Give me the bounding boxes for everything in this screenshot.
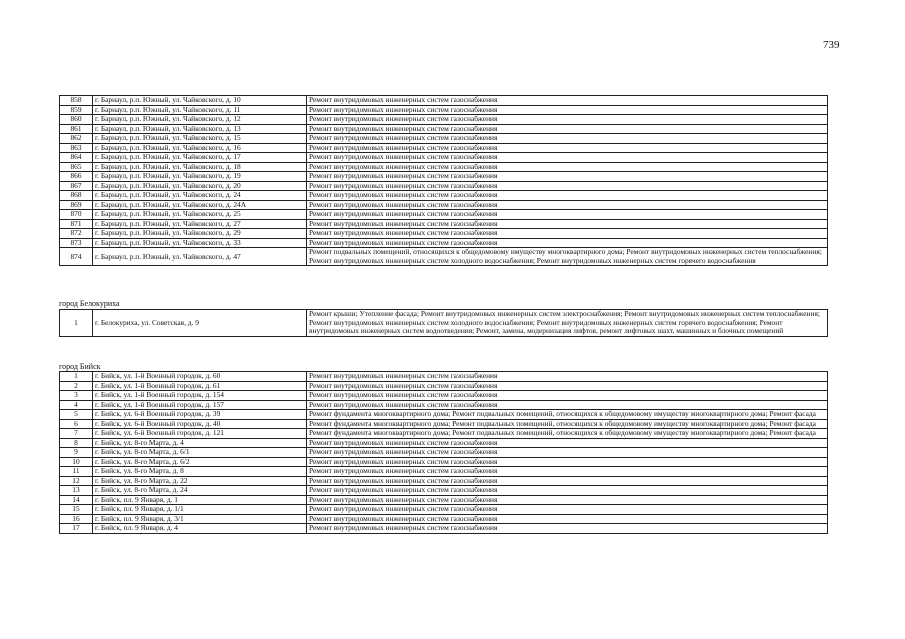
town-heading-belokurikha: город Белокуриха xyxy=(59,299,120,308)
row-address: г. Барнаул, р.п. Южный, ул. Чайковского, д. 47 xyxy=(93,248,307,266)
table-row xyxy=(60,467,828,477)
table-row xyxy=(60,96,828,106)
row-number: 13 xyxy=(60,486,93,496)
row-address: г. Бийск, ул. 1-й Военный городок, д. 154 xyxy=(93,391,307,401)
row-work-type: Ремонт внутридомовых инженерных систем газоснабжения xyxy=(307,191,828,201)
row-number: 866 xyxy=(60,172,93,182)
row-number: 1 xyxy=(60,310,93,337)
table-row xyxy=(60,372,828,382)
row-number: 5 xyxy=(60,410,93,420)
table-row xyxy=(60,400,828,410)
table-row xyxy=(60,143,828,153)
table-row xyxy=(60,410,828,420)
row-work-type: Ремонт внутридомовых инженерных систем газоснабжения xyxy=(307,391,828,401)
row-work-type: Ремонт фундамента многоквартирного дома; Ремонт подвальных помещений, относящихся к общедомовому имуществу многоквартирного дома; Ремонт фасада xyxy=(307,429,828,439)
row-address: г. Барнаул, р.п. Южный, ул. Чайковского, д. 11 xyxy=(93,105,307,115)
row-number: 7 xyxy=(60,429,93,439)
row-work-type: Ремонт внутридомовых инженерных систем газоснабжения xyxy=(307,172,828,182)
table-row xyxy=(60,229,828,239)
table-row xyxy=(60,238,828,248)
row-work-type: Ремонт внутридомовых инженерных систем газоснабжения xyxy=(307,96,828,106)
row-work-type: Ремонт внутридомовых инженерных систем газоснабжения xyxy=(307,162,828,172)
row-work-type: Ремонт подвальных помещений, относящихся к общедомовому имуществу многоквартирного дома; Ремонт внутридомовых инженерных систем теплоснабжения; Ремонт внутридомовых инженерных систем холодного водоснабжения; Ремонт внутридомовых инженерных систем горячего водоснабжения xyxy=(307,248,828,266)
row-work-type: Ремонт внутридомовых инженерных систем газоснабжения xyxy=(307,115,828,125)
table-row xyxy=(60,514,828,524)
section-table-biysk xyxy=(59,371,828,534)
table-row xyxy=(60,105,828,115)
row-address: г. Барнаул, р.п. Южный, ул. Чайковского, д. 33 xyxy=(93,238,307,248)
row-address: г. Белокуриха, ул. Советская, д. 9 xyxy=(93,310,307,337)
row-work-type: Ремонт внутридомовых инженерных систем газоснабжения xyxy=(307,381,828,391)
table-row xyxy=(60,310,828,337)
row-address: г. Барнаул, р.п. Южный, ул. Чайковского, д. 15 xyxy=(93,134,307,144)
row-work-type: Ремонт внутридомовых инженерных систем газоснабжения xyxy=(307,200,828,210)
row-number: 1 xyxy=(60,372,93,382)
row-address: г. Барнаул, р.п. Южный, ул. Чайковского, д. 17 xyxy=(93,153,307,163)
table-row xyxy=(60,219,828,229)
table-row xyxy=(60,524,828,534)
row-address: г. Бийск, ул. 1-й Военный городок, д. 60 xyxy=(93,372,307,382)
row-address: г. Бийск, ул. 6-й Военный городок, д. 40 xyxy=(93,419,307,429)
row-number: 865 xyxy=(60,162,93,172)
row-work-type: Ремонт внутридомовых инженерных систем газоснабжения xyxy=(307,495,828,505)
row-work-type: Ремонт внутридомовых инженерных систем газоснабжения xyxy=(307,467,828,477)
row-address: г. Бийск, ул. 8-го Марта, д. 8 xyxy=(93,467,307,477)
table-row xyxy=(60,429,828,439)
row-address: г. Бийск, ул. 8-го Марта, д. 6/1 xyxy=(93,448,307,458)
row-number: 861 xyxy=(60,124,93,134)
row-number: 3 xyxy=(60,391,93,401)
row-address: г. Барнаул, р.п. Южный, ул. Чайковского, д. 16 xyxy=(93,143,307,153)
table-row xyxy=(60,505,828,515)
row-number: 870 xyxy=(60,210,93,220)
section-table-belokurikha xyxy=(59,309,828,337)
row-work-type: Ремонт внутридомовых инженерных систем газоснабжения xyxy=(307,210,828,220)
table-row xyxy=(60,181,828,191)
table-row xyxy=(60,248,828,266)
row-number: 858 xyxy=(60,96,93,106)
row-number: 862 xyxy=(60,134,93,144)
row-address: г. Бийск, пл. 9 Января, д. 1/1 xyxy=(93,505,307,515)
row-address: г. Барнаул, р.п. Южный, ул. Чайковского, д. 12 xyxy=(93,115,307,125)
row-address: г. Бийск, ул. 8-го Марта, д. 6/2 xyxy=(93,457,307,467)
row-work-type: Ремонт внутридомовых инженерных систем газоснабжения xyxy=(307,219,828,229)
row-number: 874 xyxy=(60,248,93,266)
row-address: г. Барнаул, р.п. Южный, ул. Чайковского, д. 24А xyxy=(93,200,307,210)
row-work-type: Ремонт внутридомовых инженерных систем газоснабжения xyxy=(307,486,828,496)
table-row xyxy=(60,153,828,163)
page-number: 739 xyxy=(823,39,840,51)
row-number: 867 xyxy=(60,181,93,191)
table-row xyxy=(60,124,828,134)
row-number: 12 xyxy=(60,476,93,486)
row-number: 873 xyxy=(60,238,93,248)
row-address: г. Барнаул, р.п. Южный, ул. Чайковского, д. 13 xyxy=(93,124,307,134)
table-row xyxy=(60,476,828,486)
row-number: 11 xyxy=(60,467,93,477)
row-work-type: Ремонт крыши; Утепление фасада; Ремонт внутридомовых инженерных систем электроснабжения; Ремонт внутридомовых инженерных систем теплоснабжения; Ремонт внутридомовых инженерных систем холодного водоснабжения; Ремонт внутридомовых инженерных систем горячего водоснабжения; Ремонт внутридомовых инженерных систем водоотведения; Ремонт, замена, модернизация лифтов, ремонт лифтовых шахт, машинных и блочных помещений xyxy=(307,310,828,337)
row-number: 868 xyxy=(60,191,93,201)
table-row xyxy=(60,391,828,401)
table-row xyxy=(60,448,828,458)
row-work-type: Ремонт внутридомовых инженерных систем газоснабжения xyxy=(307,143,828,153)
row-work-type: Ремонт внутридомовых инженерных систем газоснабжения xyxy=(307,105,828,115)
row-address: г. Барнаул, р.п. Южный, ул. Чайковского, д. 19 xyxy=(93,172,307,182)
row-number: 863 xyxy=(60,143,93,153)
row-address: г. Бийск, ул. 8-го Марта, д. 22 xyxy=(93,476,307,486)
row-number: 8 xyxy=(60,438,93,448)
table-row xyxy=(60,162,828,172)
row-work-type: Ремонт внутридомовых инженерных систем газоснабжения xyxy=(307,372,828,382)
row-work-type: Ремонт внутридомовых инженерных систем газоснабжения xyxy=(307,134,828,144)
row-number: 859 xyxy=(60,105,93,115)
row-number: 869 xyxy=(60,200,93,210)
row-work-type: Ремонт внутридомовых инженерных систем газоснабжения xyxy=(307,238,828,248)
row-number: 4 xyxy=(60,400,93,410)
row-work-type: Ремонт фундамента многоквартирного дома; Ремонт подвальных помещений, относящихся к общедомовому имуществу многоквартирного дома; Ремонт фасада xyxy=(307,419,828,429)
row-work-type: Ремонт внутридомовых инженерных систем газоснабжения xyxy=(307,124,828,134)
row-address: г. Барнаул, р.п. Южный, ул. Чайковского, д. 27 xyxy=(93,219,307,229)
row-work-type: Ремонт фундамента многоквартирного дома; Ремонт подвальных помещений, относящихся к общедомовому имуществу многоквартирного дома; Ремонт фасада xyxy=(307,410,828,420)
table-row xyxy=(60,200,828,210)
row-work-type: Ремонт внутридомовых инженерных систем газоснабжения xyxy=(307,181,828,191)
row-work-type: Ремонт внутридомовых инженерных систем газоснабжения xyxy=(307,514,828,524)
table-row xyxy=(60,210,828,220)
row-work-type: Ремонт внутридомовых инженерных систем газоснабжения xyxy=(307,524,828,534)
row-address: г. Барнаул, р.п. Южный, ул. Чайковского, д. 25 xyxy=(93,210,307,220)
row-number: 16 xyxy=(60,514,93,524)
row-number: 860 xyxy=(60,115,93,125)
town-heading-biysk: город Бийск xyxy=(59,362,101,371)
table-row xyxy=(60,381,828,391)
row-address: г. Бийск, пл. 9 Января, д. 4 xyxy=(93,524,307,534)
table-row xyxy=(60,115,828,125)
row-work-type: Ремонт внутридомовых инженерных систем газоснабжения xyxy=(307,457,828,467)
row-address: г. Барнаул, р.п. Южный, ул. Чайковского, д. 18 xyxy=(93,162,307,172)
row-work-type: Ремонт внутридомовых инженерных систем газоснабжения xyxy=(307,448,828,458)
row-work-type: Ремонт внутридомовых инженерных систем газоснабжения xyxy=(307,476,828,486)
row-number: 872 xyxy=(60,229,93,239)
table-row xyxy=(60,438,828,448)
row-number: 15 xyxy=(60,505,93,515)
row-address: г. Бийск, пл. 9 Января, д. 3/1 xyxy=(93,514,307,524)
row-address: г. Бийск, ул. 1-й Военный городок, д. 61 xyxy=(93,381,307,391)
table-row xyxy=(60,419,828,429)
table-row xyxy=(60,191,828,201)
row-number: 17 xyxy=(60,524,93,534)
table-row xyxy=(60,172,828,182)
row-address: г. Барнаул, р.п. Южный, ул. Чайковского, д. 29 xyxy=(93,229,307,239)
row-address: г. Барнаул, р.п. Южный, ул. Чайковского, д. 24 xyxy=(93,191,307,201)
row-number: 6 xyxy=(60,419,93,429)
row-address: г. Барнаул, р.п. Южный, ул. Чайковского, д. 20 xyxy=(93,181,307,191)
row-work-type: Ремонт внутридомовых инженерных систем газоснабжения xyxy=(307,153,828,163)
row-address: г. Барнаул, р.п. Южный, ул. Чайковского, д. 10 xyxy=(93,96,307,106)
table-row xyxy=(60,486,828,496)
row-address: г. Бийск, ул. 6-й Военный городок, д. 121 xyxy=(93,429,307,439)
row-work-type: Ремонт внутридомовых инженерных систем газоснабжения xyxy=(307,400,828,410)
row-number: 864 xyxy=(60,153,93,163)
row-work-type: Ремонт внутридомовых инженерных систем газоснабжения xyxy=(307,438,828,448)
row-number: 10 xyxy=(60,457,93,467)
row-work-type: Ремонт внутридомовых инженерных систем газоснабжения xyxy=(307,229,828,239)
table-row xyxy=(60,457,828,467)
row-number: 2 xyxy=(60,381,93,391)
row-address: г. Бийск, ул. 8-го Марта, д. 24 xyxy=(93,486,307,496)
table-row xyxy=(60,134,828,144)
section-table-barnaul xyxy=(59,95,828,266)
row-address: г. Бийск, ул. 8-го Марта, д. 4 xyxy=(93,438,307,448)
row-address: г. Бийск, пл. 9 Января, д. 1 xyxy=(93,495,307,505)
row-address: г. Бийск, ул. 6-й Военный городок, д. 39 xyxy=(93,410,307,420)
row-address: г. Бийск, ул. 1-й Военный городок, д. 157 xyxy=(93,400,307,410)
row-number: 871 xyxy=(60,219,93,229)
table-row xyxy=(60,495,828,505)
row-work-type: Ремонт внутридомовых инженерных систем газоснабжения xyxy=(307,505,828,515)
row-number: 14 xyxy=(60,495,93,505)
row-number: 9 xyxy=(60,448,93,458)
